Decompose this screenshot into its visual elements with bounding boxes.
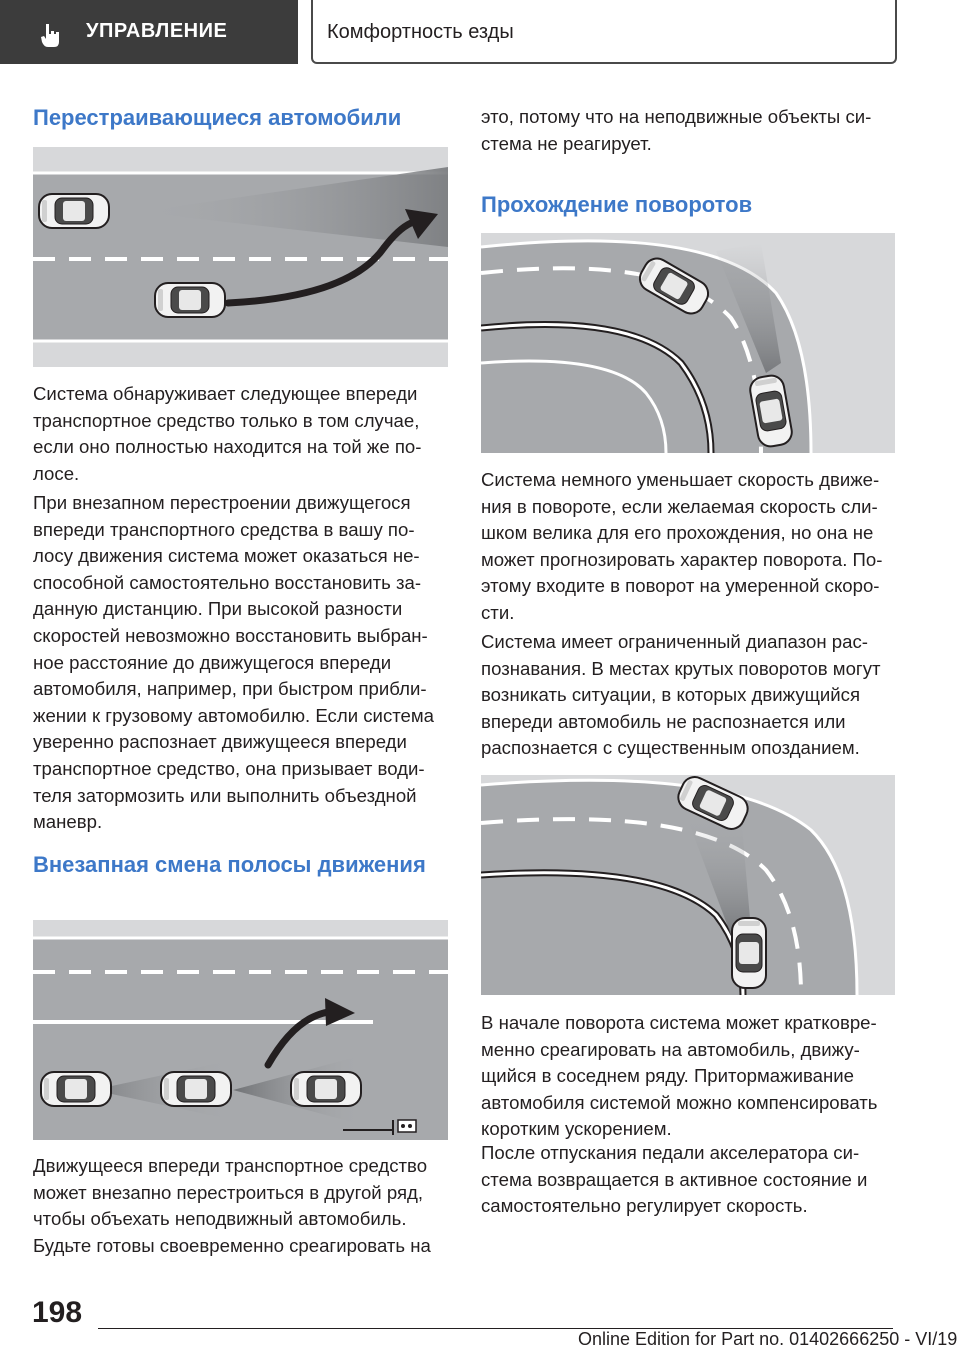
paragraph-overtake: Движущееся впереди транспортное средство может внезапно перестроиться в другой ряд, чтобы объехать неподвижный автомобиль. Будьте готовы своевременно среагировать на xyxy=(33,1155,431,1256)
figure-adjacent-lane xyxy=(481,775,895,995)
hand-pointer-icon xyxy=(38,22,64,48)
chapter-tab[interactable] xyxy=(0,0,298,64)
paragraph-curve-speed: Система немного уменьшает скорость движе-ния в повороте, если желаемая скорость сли-шком велика для его прохождения, но она не может прогнозировать характер поворота. По-этому входите в поворот на умеренной скоро-сти. xyxy=(481,469,883,623)
paragraph-lane-change-limits: При внезапном перестроении движущегося впереди транспортного средства в вашу по-лосу движения система может оказаться не-способной самостоятельно восстановить за-данную дистанцию. При высокой разности скоростей невозможно восстановить выбран-ное расстояние до движущегося впереди автомобиля, например, при быстром прибли-жении к грузовому автомобилю. Если система уверенно распознает движущееся впереди транспортное средство, она призывает води-теля затормозить или выполнить объездной маневр. xyxy=(33,492,435,833)
paragraph-detection: Система обнаруживает следующее впереди транспортное средство только в том случае, если оно полностью находится на той же по-лосе. xyxy=(33,383,422,484)
heading-lane-changing-vehicles: Перестраивающиеся автомобили xyxy=(33,105,402,130)
heading-sudden-lane-change: Внезапная смена полосы движения xyxy=(33,852,426,877)
paragraph-stationary-objects: это, потому что на неподвижные объекты си-стема не реагирует. xyxy=(481,106,872,154)
heading-cornering: Прохождение поворотов xyxy=(481,192,753,217)
edition-note: Online Edition for Part no. 01402666250 - VI/19 xyxy=(578,1329,958,1349)
paragraph-detection-range: Система имеет ограниченный диапазон рас-познавания. В местах крутых поворотов могут возникать ситуации, в которых движущийся впереди автомобиль не распознается или распознается с существенным опозданием. xyxy=(481,631,881,759)
section-title: УПРАВЛЕНИЕ xyxy=(86,20,228,42)
topic-title: Комфортность езды xyxy=(327,21,514,43)
paragraph-adjacent-lane: В начале поворота система может кратковре-менно среагировать на автомобиль, движу-щийся в соседнем ряду. Притормаживание автомобиля системой можно компенсировать коротким ускорением. xyxy=(481,1012,878,1140)
figure-curve-speed xyxy=(481,233,895,453)
figure-vehicle-detection xyxy=(33,147,448,367)
page-number: 198 xyxy=(32,1296,83,1329)
paragraph-accelerator-release: После отпускания педали акселератора си-стема возвращается в активное состояние и самостоятельно регулирует скорость. xyxy=(481,1142,868,1217)
figure-sudden-lane-change xyxy=(33,920,448,1140)
topic-tab[interactable] xyxy=(311,0,897,64)
